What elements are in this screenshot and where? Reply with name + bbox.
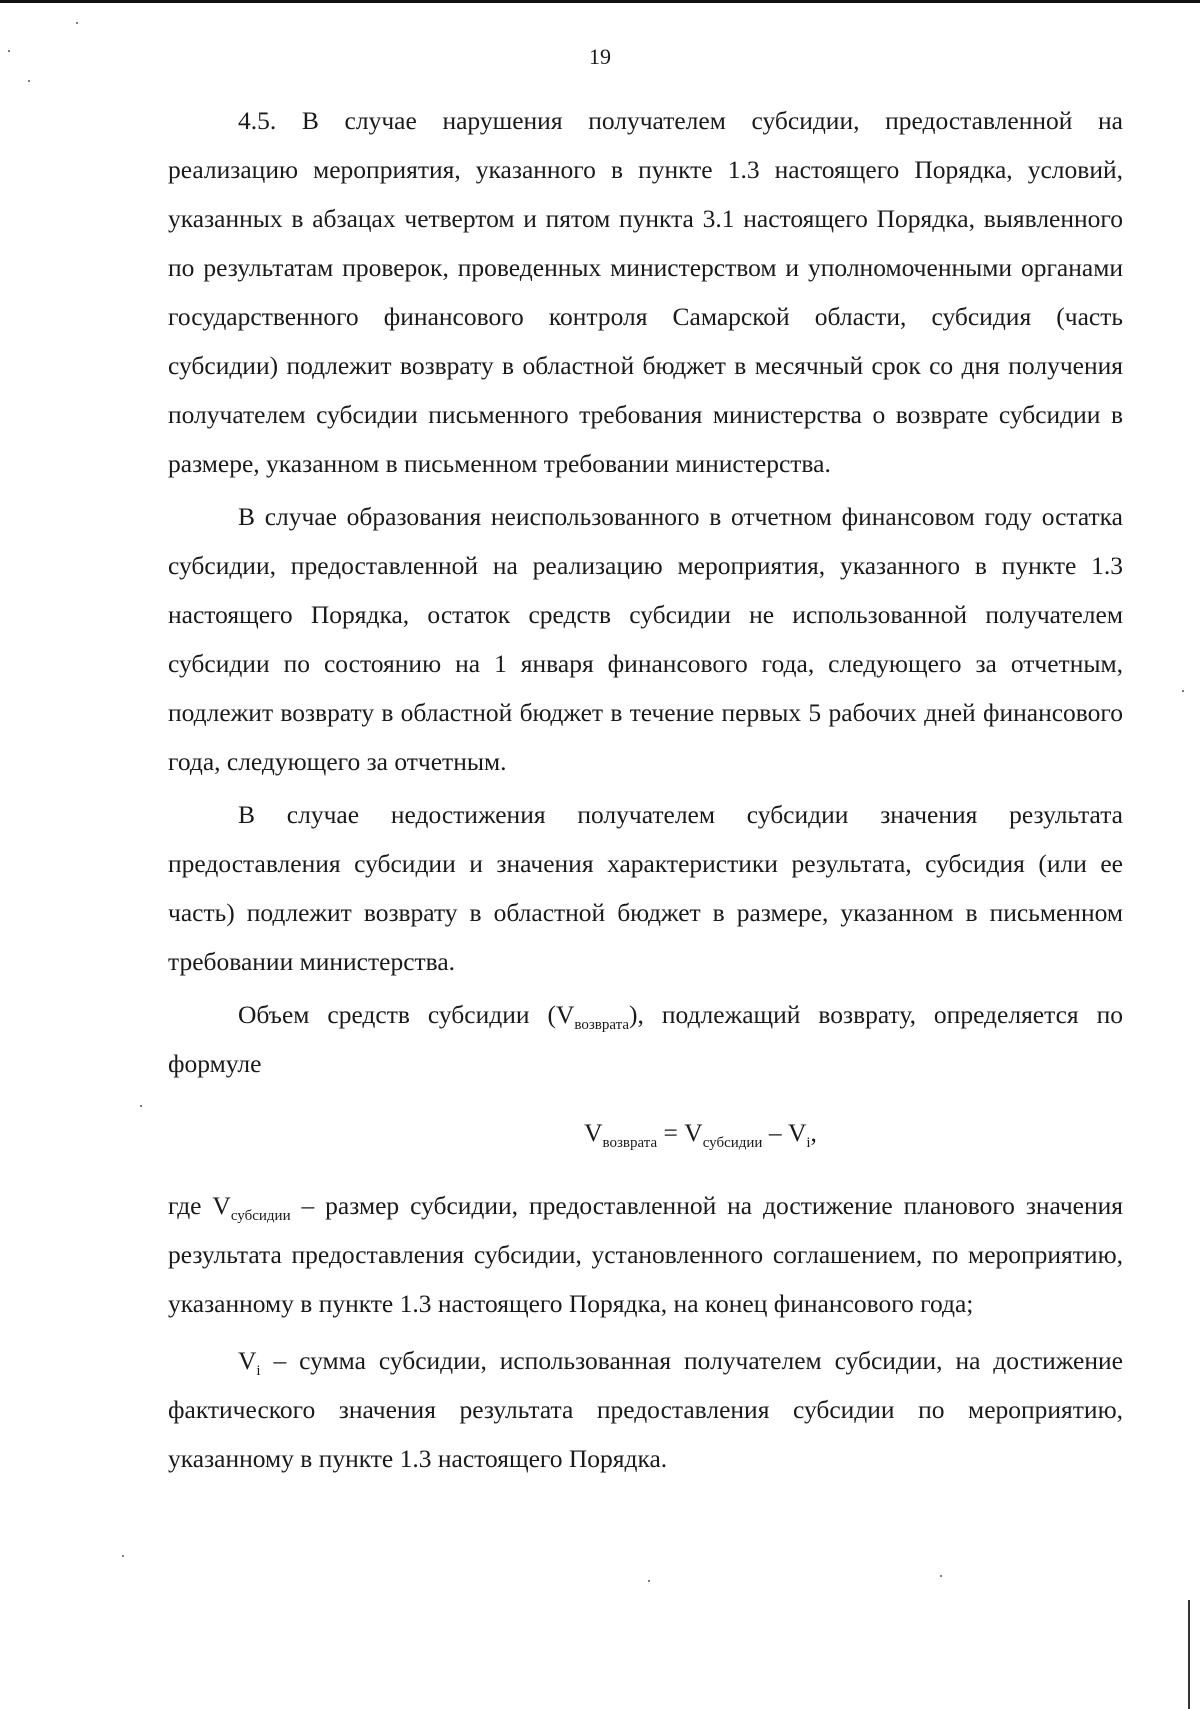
scan-speck (648, 1580, 650, 1582)
subscript: субсидии (230, 1208, 291, 1225)
formula-part: V (584, 1118, 603, 1147)
scan-top-border (0, 0, 1200, 3)
scan-right-border (1188, 1600, 1190, 1709)
formula-subscript: i (806, 1135, 811, 1152)
scan-speck (1182, 690, 1184, 692)
text: – сумма субсидии, использованная получателем субсидии, на достижение фактического значения результата предоставления субсидии по мероприятию, указанному в пункте 1.3 настоящего Порядка. (168, 1346, 1123, 1473)
paragraph-4-5: 4.5. В случае нарушения получателем субсидии, предоставленной на реализацию мероприятия, указанного в пункте 1.3 настоящего Порядка, условий, указанных в абзацах четвертом и пятом пункта 3.1 настоящего Порядка, выявленного по результатам проверок, проведенных министерством и уполномоченными органами государственного финансового контроля Самарской области, субсидия (часть субсидии) подлежит возврату в областной бюджет в месячный срок со дня получения получателем субсидии письменного требования министерства о возврате субсидии в размере, указанном в письменном требовании министерства. (168, 106, 1123, 478)
text: V (238, 1346, 257, 1375)
paragraph-v-subsidy (168, 1181, 1123, 1328)
page-number: 19 (589, 44, 611, 69)
subscript: i (256, 1363, 261, 1380)
text: ), подлежащий возврату, определяется по формуле (168, 1000, 1123, 1078)
scan-speck (8, 50, 10, 52)
paragraph-v-i (168, 1336, 1123, 1483)
scan-speck (940, 1575, 942, 1577)
formula-part: = V (657, 1118, 703, 1147)
formula-part: – V (762, 1118, 807, 1147)
scan-speck (140, 1105, 142, 1107)
text: Объем средств субсидии (V (238, 1000, 575, 1029)
formula-subscript: субсидии (702, 1135, 763, 1152)
formula-subscript: возврата (602, 1135, 658, 1152)
formula (168, 1108, 1123, 1157)
text: – размер субсидии, предоставленной на достижение планового значения результата предоставления субсидии, установленного соглашением, по мероприятию, указанному в пункте 1.3 настоящего Порядка, на конец финансового года; (168, 1191, 1124, 1318)
formula-part: , (810, 1118, 817, 1147)
text: где V (168, 1191, 231, 1220)
subscript: возврата (574, 1017, 630, 1034)
paragraph-unused-balance: В случае образования неиспользованного в отчетном финансовом году остатка субсидии, предоставленной на реализацию мероприятия, указанного в пункте 1.3 настоящего Порядка, остаток средств субсидии не использованной получателем субсидии по состоянию на 1 января финансового года, следующего за отчетным, подлежит возврату в областной бюджет в течение первых 5 рабочих дней финансового года, следующего за отчетным. (168, 502, 1123, 776)
paragraph-non-achievement: В случае недостижения получателем субсидии значения результата предоставления субсидии и значения характеристики результата, субсидия (или ее часть) подлежит возврату в областной бюджет в размере, указанном в письменном требовании министерства. (168, 800, 1123, 976)
scan-speck (122, 1555, 124, 1557)
scan-speck (76, 22, 78, 24)
paragraph-formula-intro (168, 990, 1123, 1088)
scan-speck (28, 80, 30, 82)
document-body (168, 96, 1123, 1483)
